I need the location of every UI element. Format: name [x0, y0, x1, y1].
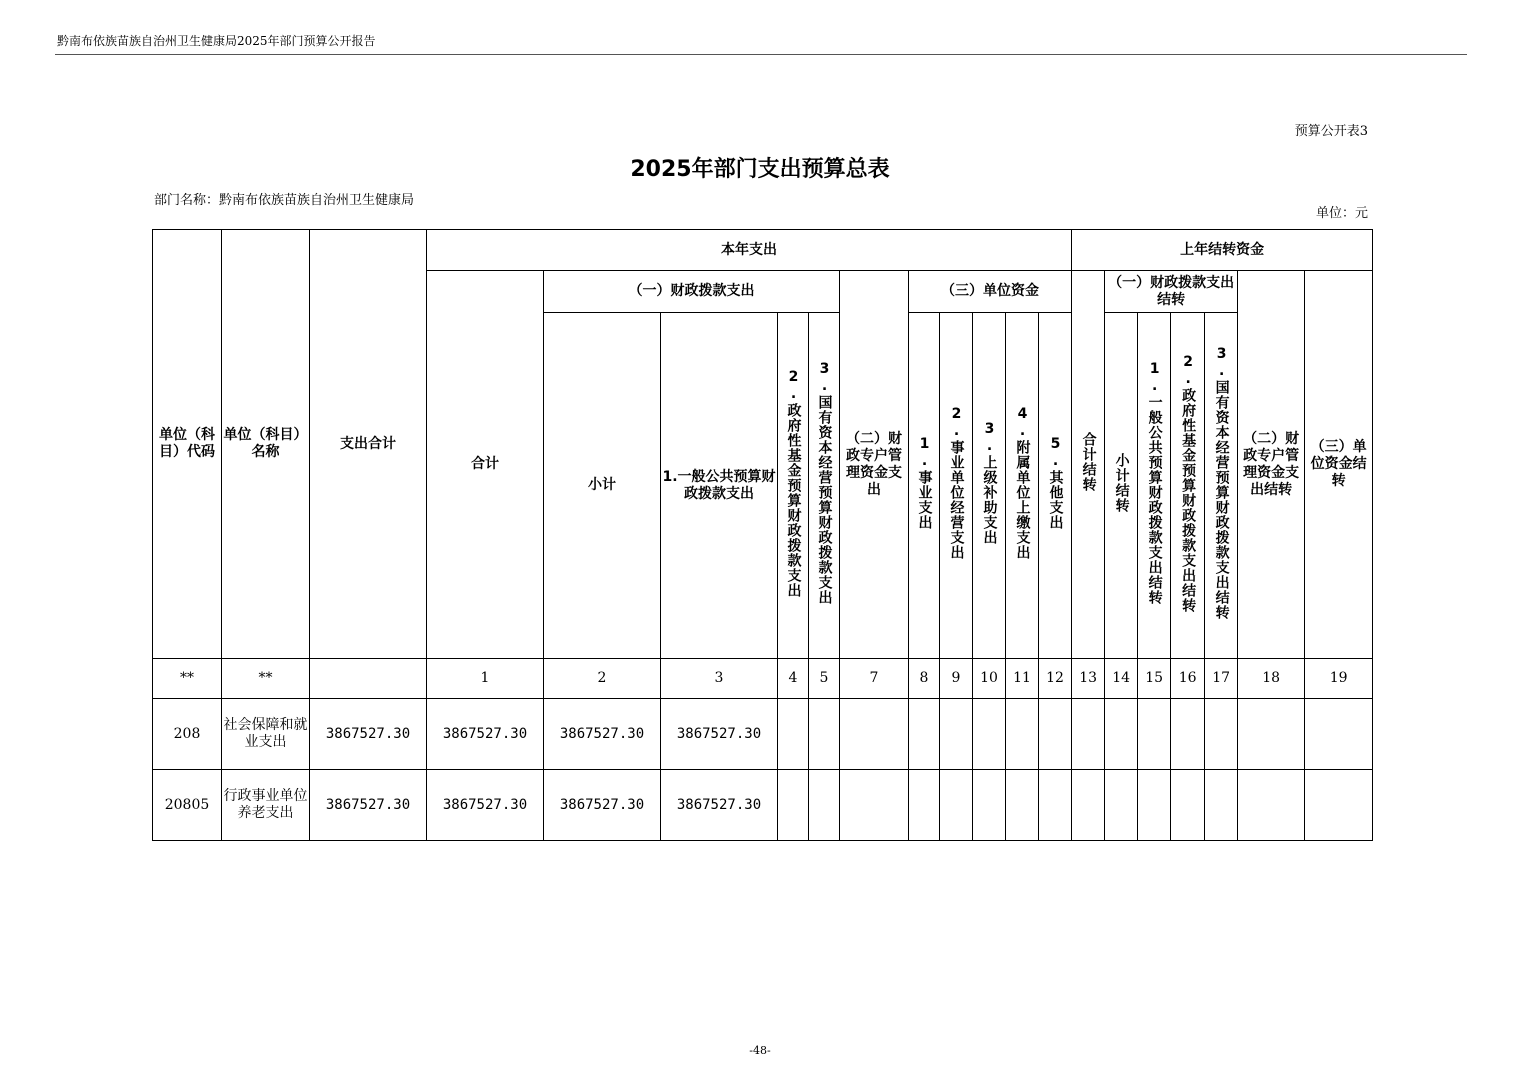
empty-cell [840, 770, 909, 841]
index-cell: 14 [1105, 659, 1138, 699]
empty-cell [1138, 770, 1171, 841]
header-divider [55, 54, 1467, 55]
empty-cell [1205, 699, 1238, 770]
header-u2: 2.事业单位经营支出 [948, 406, 965, 560]
header-code: 单位（科目）代码 [153, 230, 222, 659]
index-cell: 4 [778, 659, 809, 699]
empty-cell [809, 699, 840, 770]
empty-cell [973, 699, 1006, 770]
header-current-year: 本年支出 [427, 230, 1072, 271]
page-title: 2025年部门支出预算总表 [630, 157, 890, 182]
index-cell: 17 [1205, 659, 1238, 699]
row-subtotal: 3867527.30 [544, 770, 661, 841]
empty-cell [1105, 699, 1138, 770]
index-cell: ** [153, 659, 222, 699]
header-name: 单位（科目）名称 [222, 230, 310, 659]
table-row [153, 699, 1373, 770]
empty-cell [909, 770, 940, 841]
empty-cell [1171, 699, 1205, 770]
empty-cell [1138, 699, 1171, 770]
header-carry-total: 合计结转 [1080, 432, 1097, 492]
empty-cell [809, 770, 840, 841]
empty-cell [940, 699, 973, 770]
empty-cell [1039, 770, 1072, 841]
empty-cell [1006, 770, 1039, 841]
header-unit-funds: （三）单位资金 [909, 271, 1072, 313]
row-code: 20805 [153, 770, 222, 841]
index-cell: 11 [1006, 659, 1039, 699]
header-carry-state-capital: 3.国有资本经营预算财政拨款支出结转 [1213, 346, 1230, 620]
header-fiscal: （一）财政拨款支出 [544, 271, 840, 313]
header-gov-fund: 2.政府性基金预算财政拨款支出 [785, 368, 802, 598]
index-cell: 1 [427, 659, 544, 699]
index-cell: 18 [1238, 659, 1305, 699]
empty-cell [1105, 770, 1138, 841]
empty-cell [1171, 770, 1205, 841]
empty-cell [1006, 699, 1039, 770]
header-u4: 4.附属单位上缴支出 [1014, 406, 1031, 560]
header-carry-unit: （三）单位资金结转 [1305, 271, 1373, 659]
index-row [153, 659, 1373, 699]
row-heji: 3867527.30 [427, 770, 544, 841]
empty-cell [1305, 699, 1373, 770]
empty-cell [778, 699, 809, 770]
row-name: 行政事业单位养老支出 [222, 770, 310, 841]
index-cell: ** [222, 659, 310, 699]
budget-table [152, 229, 1373, 841]
unit-label: 单位：元 [1315, 206, 1368, 221]
header-total: 支出合计 [310, 230, 427, 659]
row-general: 3867527.30 [661, 699, 778, 770]
page-header: 黔南布依族苗族自治州卫生健康局2025年部门预算公开报告 [57, 34, 376, 48]
header-carry-gov-fund: 2.政府性基金预算财政拨款支出结转 [1180, 353, 1197, 613]
row-heji: 3867527.30 [427, 699, 544, 770]
empty-cell [1238, 770, 1305, 841]
empty-cell [1305, 770, 1373, 841]
empty-cell [1072, 699, 1105, 770]
row-name: 社会保障和就业支出 [222, 699, 310, 770]
header-carry-fiscal: （一）财政拨款支出结转 [1105, 271, 1238, 313]
department-name: 部门名称：黔南布依族苗族自治州卫生健康局 [154, 193, 415, 208]
form-number: 预算公开表3 [1294, 124, 1368, 139]
header-prior-year: 上年结转资金 [1072, 230, 1373, 271]
header-general: 1.一般公共预算财政拨款支出 [661, 313, 778, 659]
header-u5: 5.其他支出 [1047, 436, 1064, 530]
index-cell: 19 [1305, 659, 1373, 699]
index-cell: 8 [909, 659, 940, 699]
header-carry-special: （二）财政专户管理资金支出结转 [1238, 271, 1305, 659]
index-cell: 7 [840, 659, 909, 699]
header-subtotal: 小计 [544, 313, 661, 659]
empty-cell [840, 699, 909, 770]
header-u1: 1.事业支出 [916, 436, 933, 530]
row-code: 208 [153, 699, 222, 770]
row-subtotal: 3867527.30 [544, 699, 661, 770]
empty-cell [940, 770, 973, 841]
index-cell [310, 659, 427, 699]
empty-cell [778, 770, 809, 841]
empty-cell [1238, 699, 1305, 770]
empty-cell [1039, 699, 1072, 770]
index-cell: 12 [1039, 659, 1072, 699]
header-carry-general: 1.一般公共预算财政拨款支出结转 [1146, 361, 1163, 605]
index-cell: 3 [661, 659, 778, 699]
empty-cell [1072, 770, 1105, 841]
table-row [153, 770, 1373, 841]
row-total: 3867527.30 [310, 770, 427, 841]
index-cell: 13 [1072, 659, 1105, 699]
row-general: 3867527.30 [661, 770, 778, 841]
index-cell: 9 [940, 659, 973, 699]
page-number: -48- [749, 1044, 771, 1057]
empty-cell [973, 770, 1006, 841]
empty-cell [909, 699, 940, 770]
header-carry-subtotal: 小计结转 [1113, 453, 1130, 513]
header-heji: 合计 [427, 271, 544, 659]
index-cell: 2 [544, 659, 661, 699]
index-cell: 5 [809, 659, 840, 699]
index-cell: 10 [973, 659, 1006, 699]
header-state-capital: 3.国有资本经营预算财政拨款支出 [816, 361, 833, 605]
header-special-account: （二）财政专户管理资金支出 [840, 271, 909, 659]
row-total: 3867527.30 [310, 699, 427, 770]
index-cell: 15 [1138, 659, 1171, 699]
header-u3: 3.上级补助支出 [981, 421, 998, 545]
empty-cell [1205, 770, 1238, 841]
index-cell: 16 [1171, 659, 1205, 699]
